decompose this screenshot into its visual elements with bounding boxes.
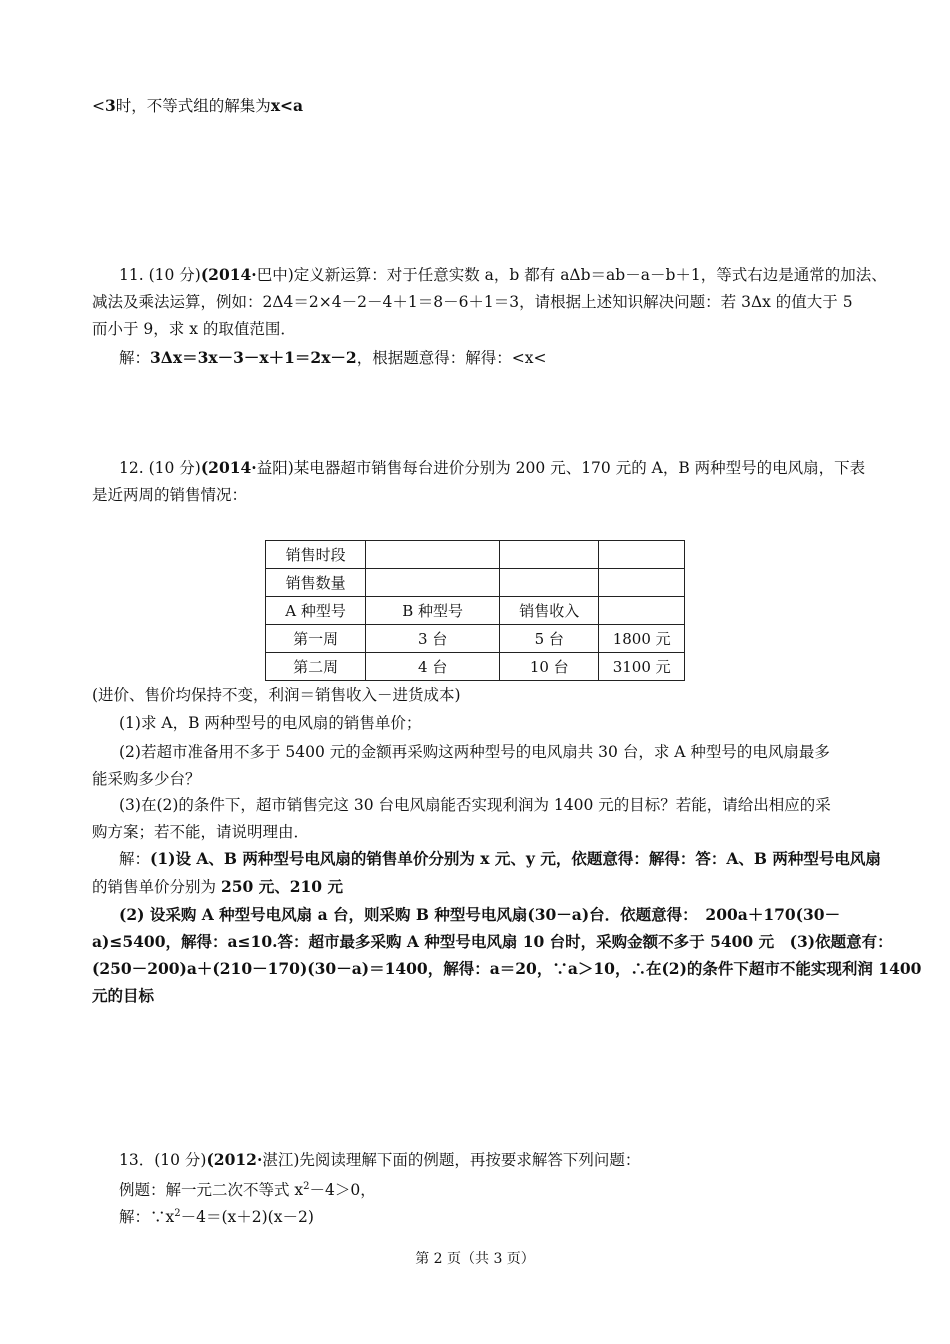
q12-line-1: 12. (10 分)(2014·益阳)某电器超市销售每台进价分别为 200 元、170 元的 A，B 两种型号的电风扇，下表 — [119, 458, 866, 477]
continuation-line: <3时，不等式组的解集为x<a — [92, 96, 304, 115]
table-row — [266, 541, 685, 569]
table-cell: A 种型号 — [266, 597, 366, 625]
table-cell — [500, 541, 599, 569]
q11-answer: 解：3Δx＝3x－3－x＋1＝2x－2，根据题意得：解得：<x< — [119, 348, 547, 367]
table-cell: 3 台 — [366, 625, 500, 653]
table-cell: 销售收入 — [500, 597, 599, 625]
q12-solution-2a: (2) 设采购 A 种型号电风扇 a 台，则采购 B 种型号电风扇(30－a)台．依题意得： 200a＋170(30－ — [119, 905, 841, 924]
table-cell: 销售时段 — [266, 541, 366, 569]
q12-solution-2c: (250－200)a＋(210－170)(30－a)＝1400，解得：a＝20，∵a＞10，∴在(2)的条件下超市不能实现利润 1400 — [92, 959, 922, 978]
table-row — [266, 653, 685, 681]
q12-solution-1b: 的销售单价分别为 250 元、210 元 — [92, 877, 343, 896]
table-row — [266, 625, 685, 653]
table-row — [266, 569, 685, 597]
table-cell: 第二周 — [266, 653, 366, 681]
table-row — [266, 597, 685, 625]
q12-part-2b: 能采购多少台？ — [92, 770, 201, 788]
table-cell: B 种型号 — [366, 597, 500, 625]
q12-solution-2b: a)≤5400，解得：a≤10.答：超市最多采购 A 种型号电风扇 10 台时，采购金额不多于 5400 元 (3)依题意有： — [92, 932, 893, 951]
table-cell — [500, 569, 599, 597]
q11-line-1: 11. (10 分)(2014·巴中)定义新运算：对于任意实数 a，b 都有 aΔb＝ab－a－b＋1，等式右边是通常的加法、 — [119, 265, 887, 284]
q13-solution: 解：$\because x^2-4=(x+2)(x-2)$ — [119, 1208, 314, 1227]
table-cell: 1800 元 — [599, 625, 685, 653]
page-footer: 第 2 页（共 3 页） — [415, 1251, 535, 1267]
table-cell — [366, 541, 500, 569]
table-cell — [599, 569, 685, 597]
q11-line-2: 减法及乘法运算，例如：2Δ4＝2×4－2－4＋1＝8－6＋1＝3，请根据上述知识解决问题：若 3Δx 的值大于 5 — [92, 293, 853, 311]
table-cell: 3100 元 — [599, 653, 685, 681]
q12-part-2a: (2)若超市准备用不多于 5400 元的金额再采购这两种型号的电风扇共 30 台，求 A 种型号的电风扇最多 — [119, 743, 830, 761]
q11-line-3: 而小于 9，求 x 的取值范围． — [92, 320, 296, 338]
q13-line-1: 13．(10 分)(2012·湛江)先阅读理解下面的例题，再按要求解答下列问题： — [119, 1150, 641, 1169]
table-cell — [599, 541, 685, 569]
table-cell: 4 台 — [366, 653, 500, 681]
q12-part-3b: 购方案；若不能，请说明理由． — [92, 823, 310, 841]
table-cell: 销售数量 — [266, 569, 366, 597]
q12-part-1: (1)求 A，B 两种型号的电风扇的销售单价； — [119, 714, 422, 732]
q12-solution-1: 解：(1)设 A、B 两种型号电风扇的销售单价分别为 x 元、y 元，依题意得：解得：答：A、B 两种型号电风扇 — [119, 849, 881, 868]
q12-note: (进价、售价均保持不变，利润＝销售收入－进货成本) — [92, 686, 461, 704]
table-cell — [599, 597, 685, 625]
q12-line-2: 是近两周的销售情况： — [92, 486, 248, 504]
q12-solution-2d: 元的目标 — [92, 986, 155, 1005]
table-cell — [366, 569, 500, 597]
table-cell: 5 台 — [500, 625, 599, 653]
table-cell: 第一周 — [266, 625, 366, 653]
table-cell: 10 台 — [500, 653, 599, 681]
sales-table — [265, 540, 685, 681]
q13-example: 例题：解一元二次不等式 $x^2-4>0$， — [119, 1181, 376, 1200]
q12-part-3a: (3)在(2)的条件下，超市销售完这 30 台电风扇能否实现利润为 1400 元的目标？若能，请给出相应的采 — [119, 796, 831, 814]
